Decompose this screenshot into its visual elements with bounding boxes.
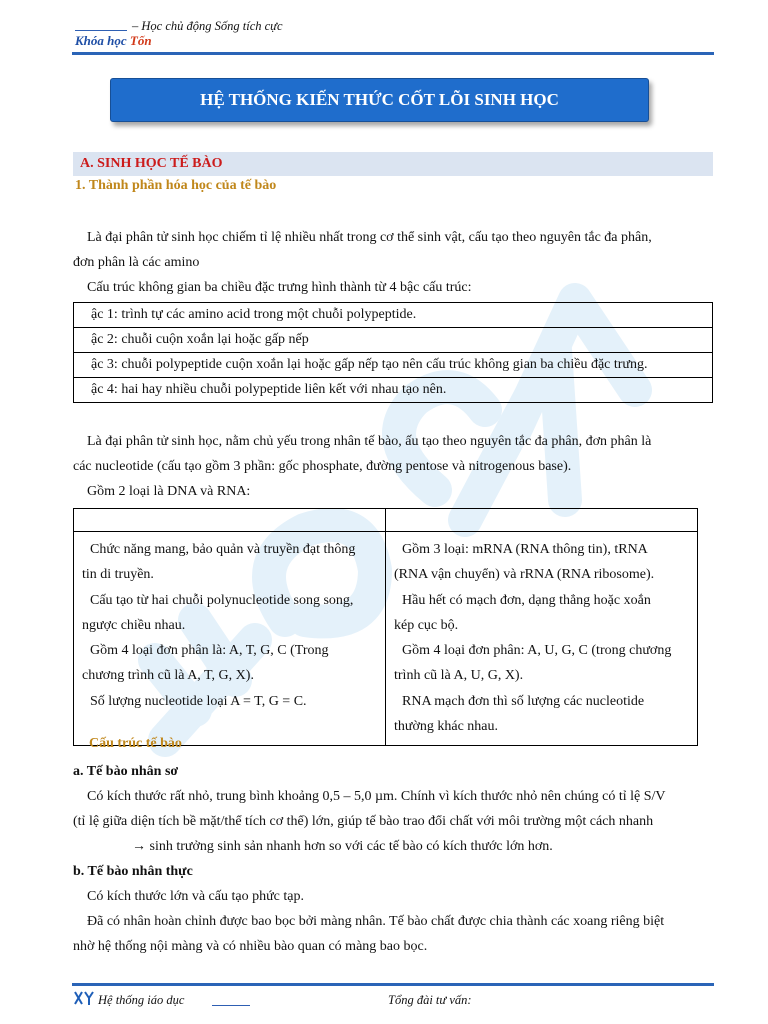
header-rule [72,52,714,55]
protein-level-1: ậc 1: trình tự các amino acid trong một chuỗi polypeptide. [74,303,713,328]
rna-cell [386,532,698,746]
protein-line-2: đơn phân là các amino [73,255,200,270]
subheading-cell-structure: Cấu trúc tế bào [89,736,182,751]
header-blank-line [75,30,127,31]
dna-line: ngược chiều nhau. [82,617,186,633]
nucleic-line-1: Là đại phân tử sinh học, nằm chủ yếu trong nhân tế bào, ấu tạo theo nguyên tắc đa phân, đơn phân là [87,434,652,449]
rna-line: RNA mạch đơn thì số lượng các nucleotide [402,693,645,709]
rna-line: trình cũ là A, U, G, X). [394,668,524,684]
eukaryote-line-3: nhờ hệ thống nội màng và có nhiều bào quan có màng bao bọc. [73,939,428,954]
subheading-chemical-composition: 1. Thành phần hóa học của tế bào [75,178,277,193]
dna-line: Số lượng nucleotide loại A = T, G = C. [90,693,307,709]
table-row [74,532,698,746]
course-prefix: Khóa học [75,33,130,48]
footer-logo-icon [73,989,95,1007]
prokaryote-heading: a. Tế bào nhân sơ [73,764,179,779]
prokaryote-line-3: → sinh trưởng sinh sản nhanh hơn so với các tế bào có kích thước lớn hơn. [132,839,553,854]
footer-rule [72,983,714,986]
table-header-row [74,509,698,532]
protein-level-4: ậc 4: hai hay nhiều chuỗi polypeptide liên kết với nhau tạo nên. [74,378,713,403]
title-banner [110,78,649,122]
table-row [74,303,713,328]
dna-line: tin di truyền. [82,567,154,583]
table-row [74,353,713,378]
rna-header-cell [386,509,698,532]
eukaryote-line-2: Đã có nhân hoàn chỉnh được bao bọc bởi màng nhân. Tế bào chất được chia thành các xoang riêng biệt [87,914,665,929]
prokaryote-line-2: (tỉ lệ giữa diện tích bề mặt/thể tích cơ thể) lớn, giúp tế bào trao đổi chất với môi trường một cách nhanh [73,814,654,829]
rna-line: kép cục bộ. [394,617,459,633]
rna-line: Gồm 3 loại: mRNA (RNA thông tin), tRNA [402,542,648,557]
header-slogan: – Học chủ động Sống tích cực [132,19,283,33]
section-a-heading: A. SINH HỌC TẾ BÀO [80,156,223,171]
footer-blank-line [212,1005,250,1006]
protein-structure-table [73,302,713,403]
eukaryote-line-1: Có kích thước lớn và cấu tạo phức tạp. [87,889,304,904]
dna-cell [74,532,386,746]
prokaryote-line-1: Có kích thước rất nhỏ, trung bình khoảng 0,5 – 5,0 µm. Chính vì kích thước nhỏ nên chúng có tỉ lệ S/V [87,789,666,804]
protein-level-3: ậc 3: chuỗi polypeptide cuộn xoắn lại hoặc gấp nếp tạo nên cấu trúc không gian ba chiều đặc trưng. [74,353,713,378]
nucleic-line-3: Gồm 2 loại là DNA và RNA: [87,484,251,499]
rna-line: Gồm 4 loại đơn phân: A, U, G, C (trong chương [402,643,672,659]
dna-rna-table [73,508,698,746]
protein-line-1: Là đại phân tử sinh học chiếm tỉ lệ nhiều nhất trong cơ thể sinh vật, cấu tạo theo nguyên tắc đa phân, [87,230,652,245]
table-row [74,328,713,353]
table-row [74,378,713,403]
dna-line: Cấu tạo từ hai chuỗi polynucleotide song song, [90,592,354,608]
rna-line: (RNA vận chuyển) và rRNA (RNA ribosome). [394,567,655,583]
dna-line: Chức năng mang, bảo quản và truyền đạt thông [90,542,356,557]
rna-line: thường khác nhau. [394,719,499,735]
nucleic-line-2: các nucleotide (cấu tạo gồm 3 phần: gốc phosphate, đường pentose và nitrogenous base). [73,459,572,474]
rna-line: Hầu hết có mạch đơn, dạng thẳng hoặc xoắn [402,592,651,608]
header-course [75,33,152,49]
protein-level-2: ậc 2: chuỗi cuộn xoắn lại hoặc gấp nếp [74,328,713,353]
dna-line: Gồm 4 loại đơn phân là: A, T, G, C (Trong [90,643,329,659]
eukaryote-heading: b. Tế bào nhân thực [73,864,193,879]
dna-line: chương trình cũ là A, T, G, X). [82,668,254,684]
dna-header-cell [74,509,386,532]
page-title: HỆ THỐNG KIẾN THỨC CỐT LÕI SINH HỌC [200,90,559,109]
protein-line-3: Cấu trúc không gian ba chiều đặc trưng hình thành từ 4 bậc cấu trúc: [87,280,472,295]
footer-right-text: Tổng đài tư vấn: [388,993,472,1007]
footer-left-text: Hệ thống iáo dục [98,993,185,1007]
course-accent: Tốn [129,33,152,48]
